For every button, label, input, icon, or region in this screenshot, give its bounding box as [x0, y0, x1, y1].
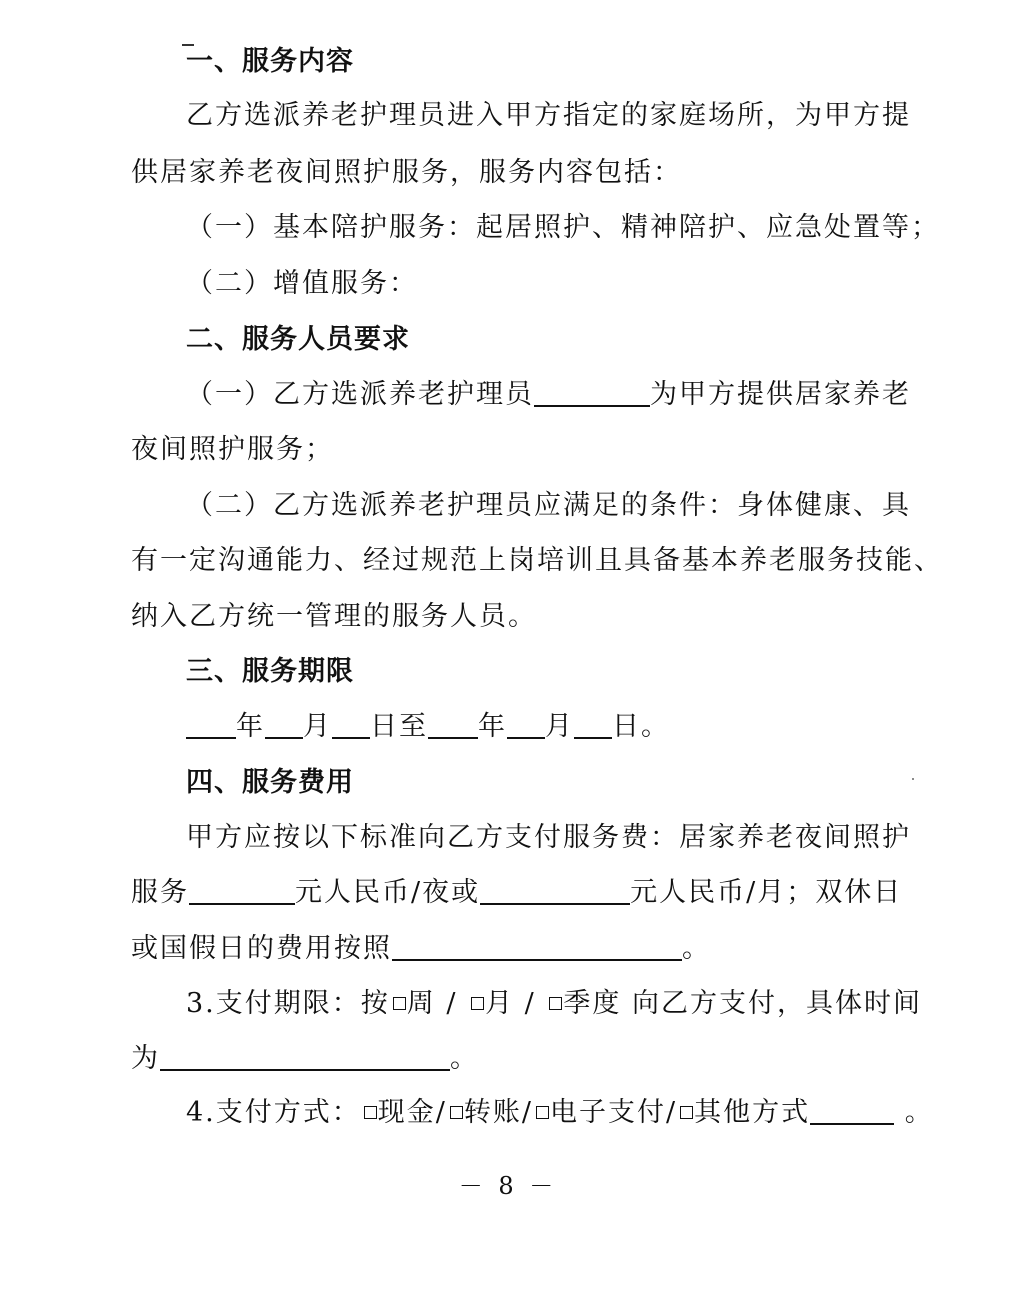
- option-week: 周: [406, 988, 436, 1019]
- checkbox-epay[interactable]: [536, 1106, 549, 1119]
- payment-term-suffix: 向乙方支付，具体时间: [631, 988, 922, 1019]
- month-label: 月: [303, 711, 332, 742]
- payment-term-line1: [0, 976, 1016, 1032]
- option-transfer: 转账: [463, 1097, 522, 1128]
- section-1-title: 一、服务内容: [186, 46, 354, 77]
- payment-method-line: [0, 1085, 1016, 1141]
- sec1-item2: （二）增值服务：: [186, 268, 418, 299]
- payment-method-label: 4.支付方式：: [186, 1097, 361, 1128]
- sec1-item1: （一）基本陪护服务：起居照护、精神陪护、应急处置等；: [186, 212, 940, 243]
- start-day-blank[interactable]: [332, 709, 370, 739]
- checkbox-week[interactable]: [393, 997, 406, 1010]
- sec2-item1-line1: [0, 367, 1016, 423]
- option-month: 月: [485, 988, 515, 1019]
- start-month-blank[interactable]: [265, 709, 303, 739]
- option-epay: 电子支付: [549, 1097, 666, 1128]
- caregiver-name-blank[interactable]: [534, 377, 650, 407]
- option-quarter: 季度: [563, 988, 622, 1019]
- period-mark: 。: [682, 933, 711, 964]
- per-night-label: 元人民币/夜或: [295, 877, 481, 908]
- option-other: 其他方式: [694, 1097, 811, 1128]
- sec1-para-line2: 供居家养老夜间照护服务，服务内容包括：: [131, 157, 682, 188]
- checkbox-transfer[interactable]: [450, 1106, 463, 1119]
- slash: /: [435, 1097, 447, 1128]
- slash: /: [524, 988, 536, 1019]
- sec2-item2-line1: （二）乙方选派养老护理员应满足的条件：身体健康、具: [186, 490, 911, 521]
- service-period-line: [0, 699, 1016, 755]
- sec2-item2-line2: 有一定沟通能力、经过规范上岗培训且具备基本养老服务技能、: [131, 545, 943, 576]
- checkbox-cash[interactable]: [364, 1106, 377, 1119]
- sec2-item1-line2: 夜间照护服务；: [131, 434, 334, 465]
- end-day-blank[interactable]: [574, 709, 612, 739]
- day-end-label: 日。: [612, 711, 670, 742]
- period-mark: 。: [450, 1043, 479, 1074]
- sec2-item1-text-b: 为甲方提供居家养老: [650, 379, 911, 410]
- per-month-label: 元人民币/月；双休日: [630, 877, 903, 908]
- section-3-title: 三、服务期限: [186, 656, 354, 687]
- start-year-blank[interactable]: [186, 709, 236, 739]
- other-method-blank[interactable]: [810, 1095, 894, 1125]
- payment-term-line2: [0, 1031, 1016, 1087]
- checkbox-other[interactable]: [680, 1106, 693, 1119]
- slash: /: [521, 1097, 533, 1128]
- checkbox-quarter[interactable]: [549, 997, 562, 1010]
- payment-time-label: 为: [131, 1043, 160, 1074]
- slash: /: [665, 1097, 678, 1128]
- end-year-blank[interactable]: [428, 709, 478, 739]
- holiday-fee-blank[interactable]: [392, 931, 682, 961]
- month-label: 月: [545, 711, 574, 742]
- payment-time-blank[interactable]: [160, 1041, 450, 1071]
- page-number: － 8 －: [458, 1172, 558, 1200]
- period-mark: 。: [904, 1097, 934, 1128]
- nightly-fee-blank[interactable]: [189, 875, 295, 905]
- sec4-para-line1: 甲方应按以下标准向乙方支付服务费：居家养老夜间照护: [186, 822, 911, 853]
- holiday-fee-label: 或国假日的费用按照: [131, 933, 392, 964]
- payment-term-label: 3.支付期限：按: [186, 988, 390, 1019]
- section-2-title: 二、服务人员要求: [186, 324, 410, 355]
- year-label: 年: [478, 711, 507, 742]
- sec1-para-line1: 乙方选派养老护理员进入甲方指定的家庭场所，为甲方提: [186, 100, 911, 131]
- day-to-label: 日至: [370, 711, 428, 742]
- checkbox-month[interactable]: [471, 997, 484, 1010]
- service-label: 服务: [131, 877, 189, 908]
- end-month-blank[interactable]: [507, 709, 545, 739]
- slash: /: [446, 988, 458, 1019]
- option-cash: 现金: [377, 1097, 436, 1128]
- sec2-item1-text-a: （一）乙方选派养老护理员: [186, 379, 534, 410]
- sec2-item2-line3: 纳入乙方统一管理的服务人员。: [131, 601, 537, 632]
- monthly-fee-blank[interactable]: [480, 875, 630, 905]
- year-label: 年: [236, 711, 265, 742]
- sec4-para-line2: [0, 865, 1016, 921]
- sec4-para-line3: [0, 921, 1016, 977]
- section-4-title: 四、服务费用: [186, 767, 354, 798]
